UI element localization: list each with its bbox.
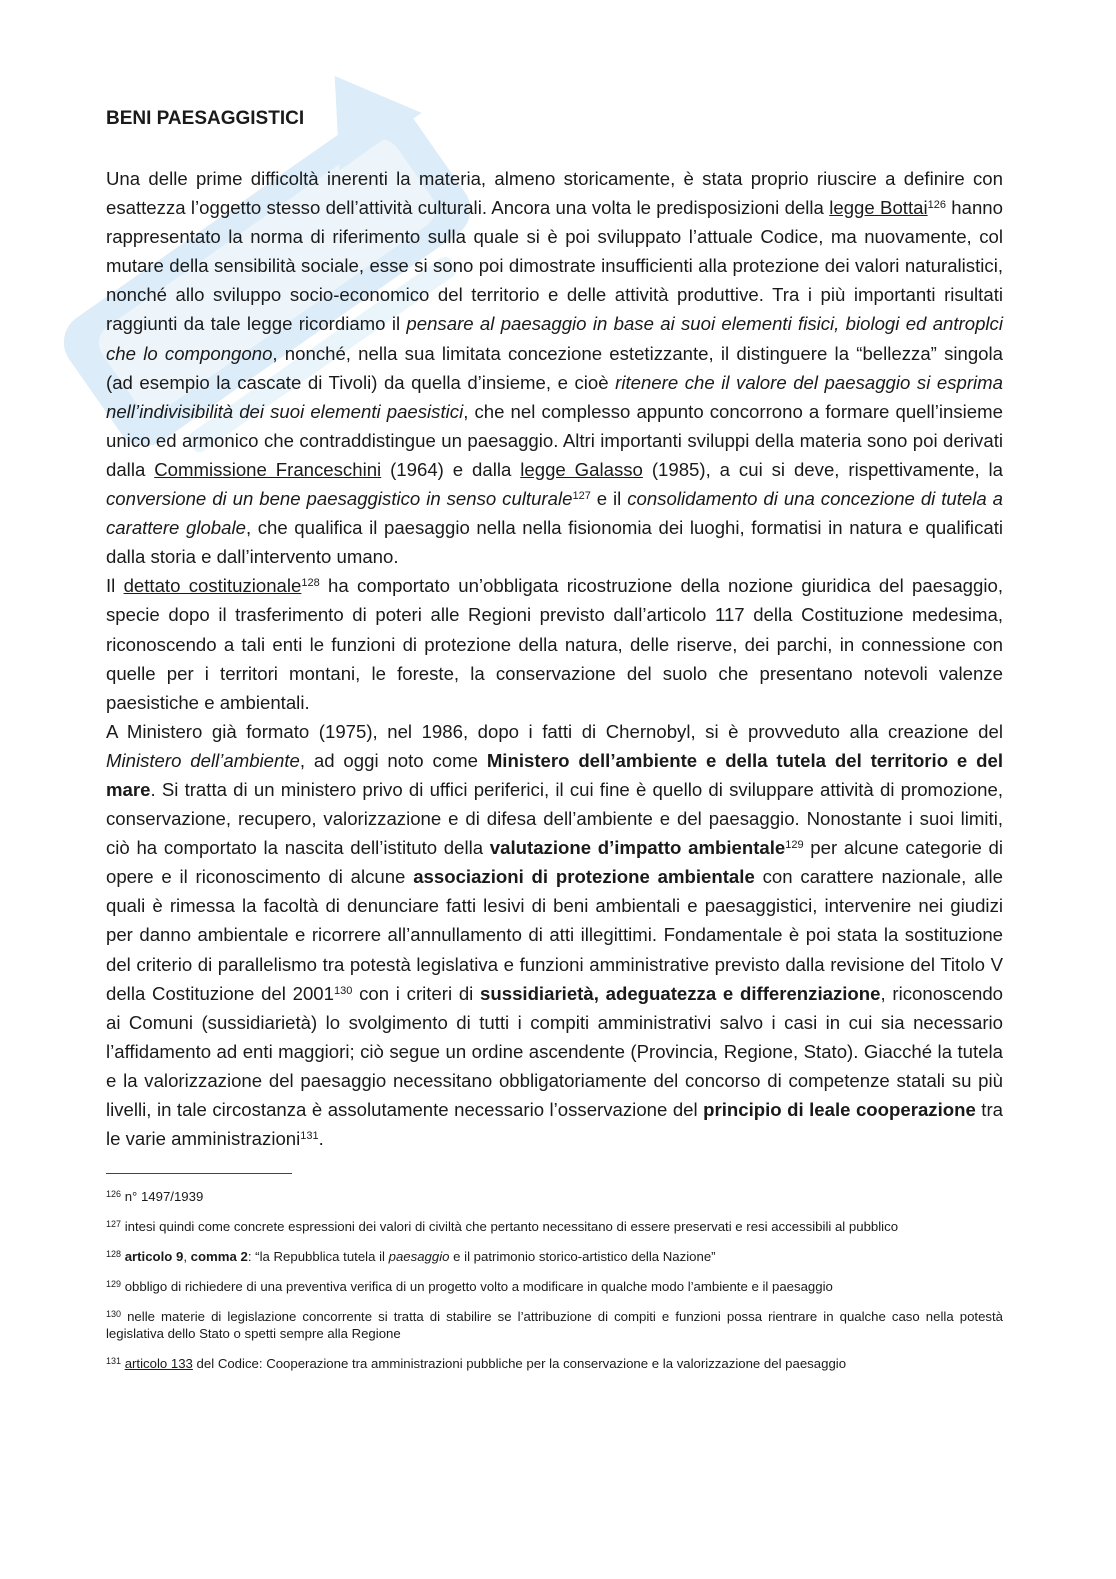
paragraph-3: A Ministero già formato (1975), nel 1986, dopo i fatti di Chernobyl, si è provveduto alla creazione del Ministero dell’ambiente, ad oggi noto come Ministero dell’ambiente e della tutela del territorio e del mare. Si tratta di un ministero privo di uffici periferici, il cui fine è quello di sviluppare attività di promozione, conservazione, recupero, valorizzazione e di difesa dell’ambiente e del paesaggio. Nonostante i suoi limiti, ciò ha comportato la nascita dell’istituto della valutazione d’impatto ambientale$^{129}$ per alcune categorie di opere e il riconoscimento di alcune associazioni di protezione ambientale con carattere nazionale, alle quali è rimessa la facoltà di denunciare fatti lesivi di beni ambientali e paesaggistici, intervenire nei giudizi per danno ambientale e ricorrere all’annullamento di atti illegittimi. Fondamentale è poi stata la sostituzione del criterio di parallelismo tra potestà legislativa e funzioni amministrative previsto dalla revisione del Titolo V della Costituzione del 2001$^{130}$ con i criteri di sussidiarietà, adeguatezza e differenziazione, riconoscendo ai Comuni (sussidiarietà) lo svolgimento di tutti i compiti amministrativi salvo i casi in cui sia necessario l’affidamento ad enti maggiori; ciò segue un ordine ascendente (Provincia, Regione, Stato). Giacché la tutela e la valorizzazione del paesaggio necessitano obbligatoriamente del concorso di competenze statali su più livelli, in tale circostanza è assolutamente necessario l’osservazione del principio di leale cooperazione tra le varie amministrazioni$^{131}$. bbox=[106, 720, 1004, 1150]
footnote-130: $^{130}$ nelle materie di legislazione concorrente si tratta di stabilire se l’attribuzione di compiti e funzioni possa rientrare in qualche caso nella potestà legislativa dello Stato o spetti sempre alla Regione bbox=[106, 1309, 1003, 1342]
footnote-ref-130[interactable]: 130 bbox=[333, 984, 353, 997]
footnote-ref-131[interactable]: 131 bbox=[300, 1130, 319, 1143]
paragraph-2: Il dettato costituzionale$^{128}$ ha comportato un’obbligata ricostruzione della nozione giuridica del paesaggio, specie dopo il trasferimento di poteri alle Regioni previsto dall’articolo 117 della Costituzione medesima, riconoscendo a tali enti le funzioni di protezione della natura, delle riserve, dei parchi, in connessione con quelle per i territori montani, le foreste, la conservazione del suolo che presentano notevoli valenze paesistiche e ambientali. bbox=[106, 575, 1003, 713]
footnote-ref-128[interactable]: 128 bbox=[301, 577, 320, 590]
link-commissione-franceschini[interactable]: Commissione Franceschini bbox=[154, 458, 382, 480]
paragraph-1: Una delle prime difficoltà inerenti la materia, almeno storicamente, è stata proprio riuscire a definire con esattezza l’oggetto stesso dell’attività culturali. Ancora una volta le predisposizioni della legge Bottai$^{126}$ hanno rappresentato la norma di riferimento sulla quale si è poi sviluppato l’attuale Codice, ma nuovamente, col mutare della sensibilità sociale, esse si sono poi dimostrate insufficienti alla protezione dei valori naturalistici, nonché allo sviluppo socio-economico del territorio e delle attività produttive. Tra i più importanti risultati raggiunti da tale legge ricordiamo il pensare al paesaggio in base ai suoi elementi fisici, biologi ed antroplci che lo compongono, nonché, nella sua limitata concezione estetizzante, il distinguere la “bellezza” singola (ad esempio la cascate di Tivoli) da quella d’insieme, e cioè ritenere che il valore del paesaggio si esprima nell’indivisibilità dei suoi elementi paesistici, che nel complesso appunto concorrono a formare quell’insieme unico ed armonico che contraddistingue un paesaggio. Altri importanti sviluppi della materia sono poi derivati dalla Commissione Franceschini (1964) e dalla legge Galasso (1985), a cui si deve, rispettivamente, la conversione di un bene paesaggistico in senso culturale$^{127}$ e il consolidamento di una concezione di tutela a carattere globale, che qualifica il paesaggio nella nella fisionomia dei luoghi, formatisi in natura e qualificati dalla storia e dall’intervento umano. bbox=[106, 168, 1004, 568]
footnote-131: $^{131}$ articolo 133 del Codice: Cooperazione tra amministrazioni pubbliche per la conservazione e la valorizzazione del paesaggio bbox=[106, 1356, 847, 1372]
footnote-128: $^{128}$ articolo 9, comma 2: “la Repubblica tutela il paesaggio e il patrimonio storico-artistico della Nazione” bbox=[106, 1249, 716, 1265]
link-legge-galasso[interactable]: legge Galasso bbox=[520, 458, 643, 480]
page-title: BENI PAESAGGISTICI bbox=[106, 108, 305, 129]
link-articolo-133[interactable]: articolo 133 bbox=[124, 1356, 193, 1372]
footnote-ref-127[interactable]: 127 bbox=[572, 490, 591, 503]
footnote-ref-129[interactable]: 129 bbox=[785, 839, 804, 852]
footnote-127: $^{127}$ intesi quindi come concrete espressioni dei valori di civiltà che pertanto necessitano di essere preservati e resi accessibili al pubblico bbox=[106, 1219, 899, 1235]
footnote-divider bbox=[106, 1173, 292, 1174]
link-legge-bottai[interactable]: legge Bottai bbox=[829, 197, 928, 219]
document-page bbox=[106, 100, 1003, 1385]
footnote-ref-126[interactable]: 126 bbox=[927, 199, 946, 212]
footnote-129: $^{129}$ obbligo di richiedere di una preventiva verifica di un progetto volto a modificare in qualche modo l’ambiente e il paesaggio bbox=[106, 1279, 833, 1295]
link-dettato-costituzionale[interactable]: dettato costituzionale bbox=[123, 575, 302, 597]
footnote-126: $^{126}$ n° 1497/1939 bbox=[106, 1189, 204, 1205]
